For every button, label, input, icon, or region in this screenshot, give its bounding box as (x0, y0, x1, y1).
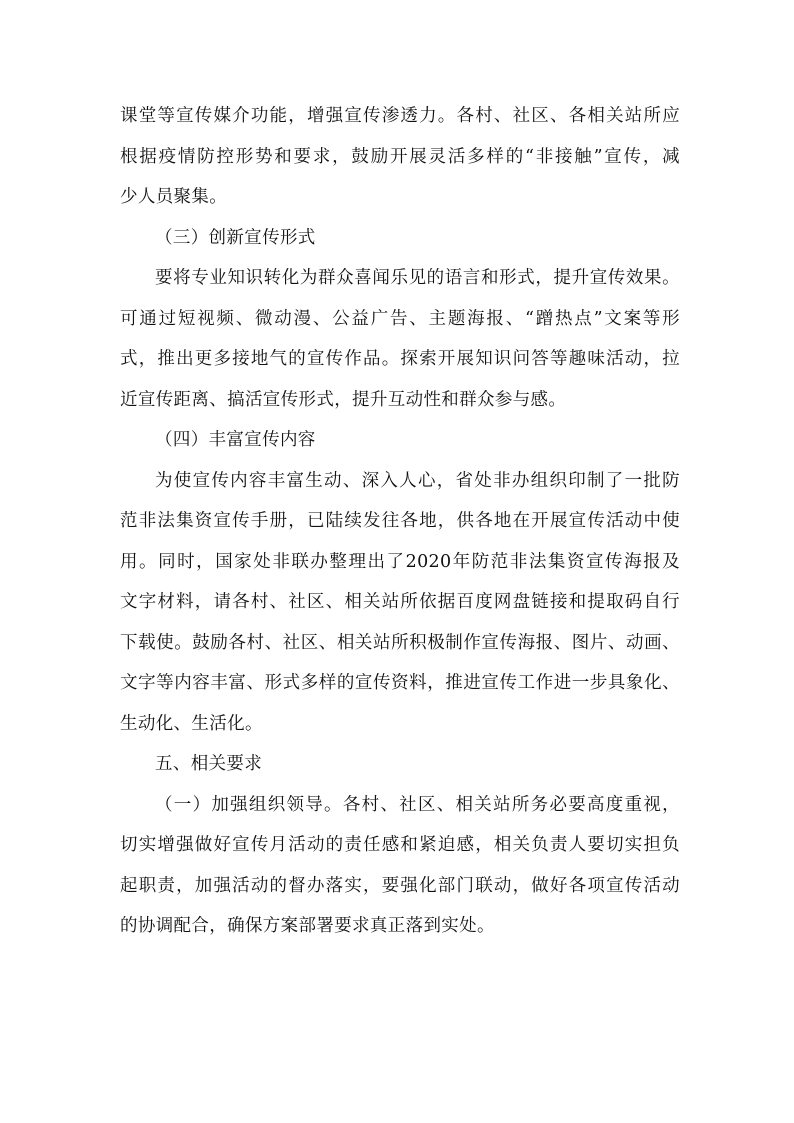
text-line: 文字材料，请各村、社区、相关站所依据百度网盘链接和提取码自行 (120, 592, 680, 612)
text-line: 范非法集资宣传手册，已陆续发往各地，供各地在开展宣传活动中使 (120, 511, 680, 531)
text-line: 生动化、生活化。 (120, 713, 263, 734)
text-line: 下载使。鼓励各村、社区、相关站所积极制作宣传海报、图片、动画、 (120, 632, 680, 653)
text-line: 起职责，加强活动的督办落实，要强化部门联动，做好各项宣传活动 (120, 875, 680, 896)
text-line: 为使宣传内容丰富生动、深入人心，省处非办组织印制了一批防 (155, 470, 680, 491)
text-line: 近宣传距离、搞活宣传形式，提升互动性和群众参与感。 (120, 389, 567, 410)
text-line: 五、相关要求 (155, 754, 263, 774)
text-line: 式，推出更多接地气的宣传作品。探索开展知识问答等趣味活动，拉 (120, 349, 680, 369)
document-body (120, 96, 680, 947)
text-line: 少人员聚集。 (120, 187, 228, 207)
text-line: 可通过短视频、微动漫、公益广告、主题海报、“蹭热点”文案等形 (120, 308, 680, 329)
text-line: 的协调配合，确保方案部署要求真正落到实处。 (120, 916, 495, 936)
text-line: （三）创新宣传形式 (155, 227, 316, 248)
text-line: 文字等内容丰富、形式多样的宣传资料，推进宣传工作进一步具象化、 (120, 673, 680, 693)
text-line: 根据疫情防控形势和要求，鼓励开展灵活多样的“非接触”宣传，减 (120, 146, 680, 167)
text-line: （一）加强组织领导。各村、社区、相关站所务必要高度重视， (155, 794, 680, 815)
text-line: 课堂等宣传媒介功能，增强宣传渗透力。各村、社区、各相关站所应 (120, 106, 680, 126)
text-line: 要将专业知识转化为群众喜闻乐见的语言和形式，提升宣传效果。 (155, 268, 680, 288)
text-line: （四）丰富宣传内容 (155, 430, 316, 450)
text-line: 切实增强做好宣传月活动的责任感和紧迫感，相关负责人要切实担负 (120, 835, 680, 855)
text-line: 用。同时，国家处非联办整理出了2020年防范非法集资宣传海报及 (120, 551, 680, 572)
